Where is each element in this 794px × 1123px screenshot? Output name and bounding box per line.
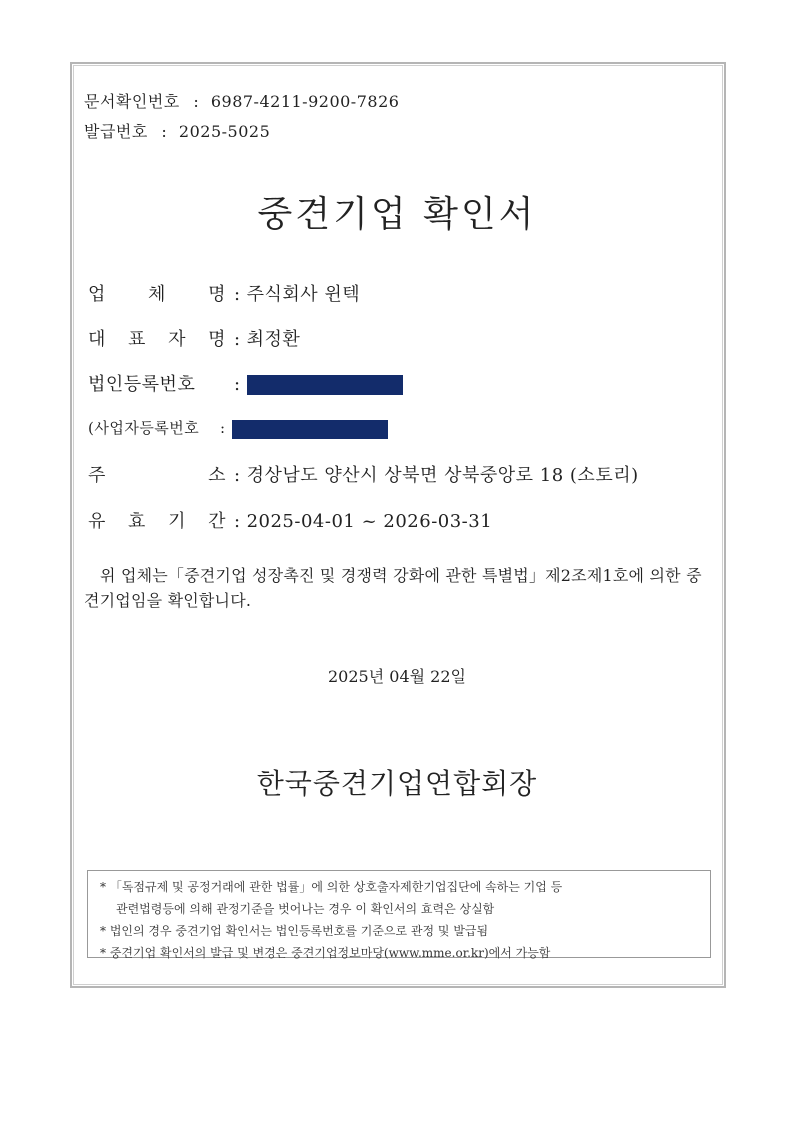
biz-reg-row: (사업자등록번호 : xyxy=(88,417,388,439)
issuer-name: 한국중견기업연합회장 xyxy=(256,767,538,800)
biz-reg-label: (사업자등록번호 xyxy=(88,419,200,437)
address-label: 주 소 xyxy=(88,465,226,486)
issue-number-label: 발급번호 xyxy=(84,122,148,141)
address-value: 경상남도 양산시 상북면 상북중앙로 18 (소토리) xyxy=(246,465,639,486)
confirm-number-label: 문서확인번호 xyxy=(84,92,180,111)
statement-paragraph: 위 업체는「중견기업 성장촉진 및 경쟁력 강화에 관한 특별법」제2조제1호에 의한 중견기업임을 확인합니다. xyxy=(84,566,702,610)
company-name-value: 주식회사 윈텍 xyxy=(246,284,361,305)
ceo-label: 대 표 자 명 xyxy=(88,329,226,350)
document-title: 중견기업 확인서 xyxy=(257,194,537,235)
validity-value: 2025-04-01 ~ 2026-03-31 xyxy=(246,511,493,532)
issue-number-value: 2025-5025 xyxy=(178,122,271,141)
company-name-label: 업 체 명 xyxy=(88,284,226,305)
biz-reg-redaction xyxy=(232,420,388,439)
company-name-row: 업 체 명 : 주식회사 윈텍 xyxy=(88,280,360,306)
confirm-number-value: 6987-4211-9200-7826 xyxy=(210,92,400,111)
issue-number-line: 발급번호 : 2025-5025 xyxy=(84,122,271,141)
notes-box xyxy=(87,870,711,958)
note-line: * 「독점규제 및 공정거래에 관한 법률」에 의한 상호출자제한기업집단에 속하는 기업 등 xyxy=(100,880,563,894)
corp-reg-redaction xyxy=(247,375,403,395)
note-line: 관련법령등에 의해 관정기준을 벗어나는 경우 이 확인서의 효력은 상실함 xyxy=(116,902,495,916)
address-row: 주 소 : 경상남도 양산시 상북면 상북중앙로 18 (소토리) xyxy=(88,461,639,487)
validity-row: 유 효 기 간 : 2025-04-01 ~ 2026-03-31 xyxy=(88,507,492,533)
note-line: * 중견기업 확인서의 발급 및 변경은 중견기업정보마당(www.mme.or.kr)에서 가능함 xyxy=(100,946,551,960)
ceo-value: 최정환 xyxy=(246,329,301,350)
issue-date: 2025년 04월 22일 xyxy=(328,667,466,686)
confirm-number-line: 문서확인번호 : 6987-4211-9200-7826 xyxy=(84,92,400,111)
validity-label: 유 효 기 간 xyxy=(88,511,226,532)
ceo-row: 대 표 자 명 : 최정환 xyxy=(88,325,300,351)
note-line: * 법인의 경우 중견기업 확인서는 법인등록번호를 기준으로 관정 및 발급됨 xyxy=(100,924,489,938)
corp-reg-label: 법인등록번호 xyxy=(88,374,196,395)
corp-reg-row: 법인등록번호 : xyxy=(88,370,403,396)
